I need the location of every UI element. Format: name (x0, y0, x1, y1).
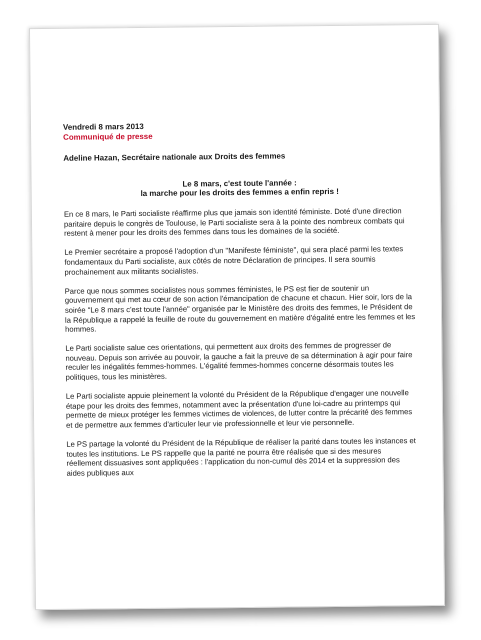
press-date: Vendredi 8 mars 2013 (62, 121, 144, 132)
document-body (63, 119, 419, 488)
paragraph-6: Le PS partage la volonté du Président de la République de réaliser la parité dans toutes les instances et toutes les institutions. Le PS rappelle que la parité ne pourra être réalisée que si des mesures réellement dissuasives sont appliquées : l'application du non-cumul dès 2014 et la suppression des aides publiques aux (66, 436, 416, 478)
headline-line-2: la marche pour les droits des femmes a enfin repris ! (140, 187, 339, 199)
headline-line-1: Le 8 mars, c'est toute l'année : (182, 178, 297, 189)
headline (64, 177, 416, 200)
paragraph-4: Le Parti socialiste salue ces orientations, qui permettent aux droits des femmes de progresser de nouveau. Depuis son arrivée au pouvoir, la gauche a fait la preuve de sa détermination à agir pour faire reculer les inégalités femmes-hommes. L'égalité femmes-hommes concerne désormais toutes les politiques, tous les ministères. (65, 340, 413, 382)
paragraph-2: Le Premier secrétaire a proposé l'adoption d'un "Manifeste féministe", qui sera placé parmi les textes fondamentaux du Parti socialiste, aux côtés de notre Déclaration de principes. Il sera soumis prochainement aux militants socialistes. (64, 244, 404, 277)
author-line: Adeline Hazan, Secrétaire nationale aux Droits des femmes (63, 151, 286, 163)
press-release-label: Communiqué de presse (63, 131, 153, 142)
document-page (29, 24, 445, 610)
paragraph-5: Le Parti socialiste appuie pleinement la volonté du Président de la République d'engager une nouvelle étape pour les droits des femmes, notamment avec la présentation d'une loi-cadre au printemps qui permette de mieux protéger les femmes victimes de violences, de lutter contre la précarité des femmes et de permettre aux femmes d'articuler leur vie professionnelle et leur vie personnelle. (65, 388, 413, 430)
paragraph-1: En ce 8 mars, le Parti socialiste réaffirme plus que jamais son identité féministe. Doté d'une direction paritaire depuis le congrès de Toulouse, le Parti socialiste sera à la pointe des nombreux combats qui restent à mener pour les droits des femmes dans tous les domaines de la société. (63, 206, 405, 238)
paragraph-3: Parce que nous sommes socialistes nous sommes féministes, le PS est fier de soutenir un gouvernement qui met au cœur de son action l'émancipation de chacune et chacun. Hier soir, lors de la soirée "Le 8 mars c'est toute l'année" organisée par le Ministère des droits des femmes, le Président de la République a rappelé la feuille de route du gouvernement en matière d'égalité entre les femmes et les hommes. (64, 283, 416, 334)
